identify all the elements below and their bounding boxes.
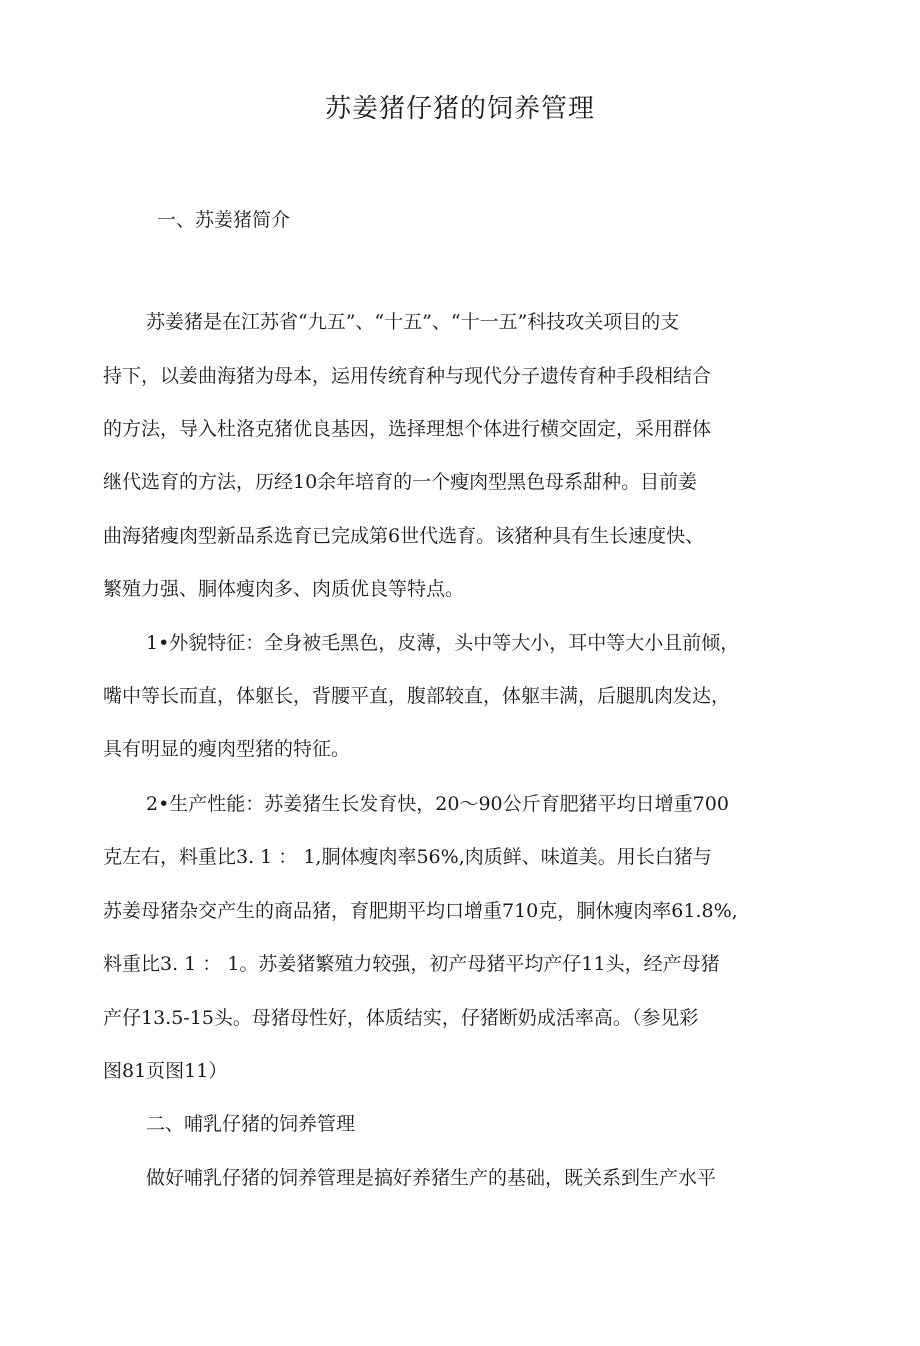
paragraph-line: 的方法，导入杜洛克猪优良基因，选择理想个体进行横交固定，采用群体	[103, 418, 712, 440]
paragraph-line: 苏姜母猪杂交产生的商品猪，育肥期平均口增重710克，胴休瘦肉率61.8%,	[103, 900, 738, 922]
paragraph-line: 做好哺乳仔猪的饲养管理是搞好养猪生产的基础，既关系到生产水平	[146, 1167, 717, 1189]
paragraph-line: 1•外貌特征：全身被毛黑色，皮薄，头中等大小，耳中等大小且前倾，	[146, 632, 740, 654]
paragraph-line: 持下，以姜曲海猪为母本，运用传统育种与现代分子遗传育种手段相结合	[103, 365, 712, 387]
paragraph-line: 苏姜猪是在江苏省“九五”、“十五”、“十一五”科技攻关项目的支	[146, 311, 680, 333]
section-heading-1: 一、苏姜猪简介	[157, 209, 291, 231]
paragraph-line: 曲海猪瘦肉型新品系选育已完成第6世代选育。该猪种具有生长速度快、	[103, 525, 705, 547]
paragraph-line: 嘴中等长而直，体躯长，背腰平直，腹部较直，体躯丰满，后腿肌肉发达，	[103, 685, 731, 707]
paragraph-line: 继代选育的方法，历经10余年培育的一个瘦肉型黑色母系甜种。目前姜	[103, 471, 698, 493]
paragraph-line: 图81页图11）	[103, 1060, 228, 1082]
section-heading-2: 二、哺乳仔猪的饲养管理	[146, 1113, 356, 1135]
paragraph-line: 繁殖力强、胴体瘦肉多、肉质优良等特点。	[103, 578, 465, 600]
paragraph-line: 产仔13.5-15头。母猪母性好，体质结实，仔猪断奶成活率高。（参见彩	[103, 1007, 699, 1029]
document-title: 苏姜猪仔猪的饲养管理	[324, 94, 595, 124]
paragraph-line: 克左右，料重比3. 1 ： 1,胴体瘦肉率56%,肉质鲜、味道美。用长白猪与	[103, 846, 712, 868]
paragraph-line: 2•生产性能：苏姜猪生长发育快，20〜90公斤育肥猪平均日增重700	[146, 793, 729, 815]
paragraph-line: 具有明显的瘦肉型猪的特征。	[103, 738, 351, 760]
paragraph-line: 料重比3. 1 ： 1。苏姜猪繁殖力较强，初产母猪平均产仔11头，经产母猪	[103, 953, 720, 975]
